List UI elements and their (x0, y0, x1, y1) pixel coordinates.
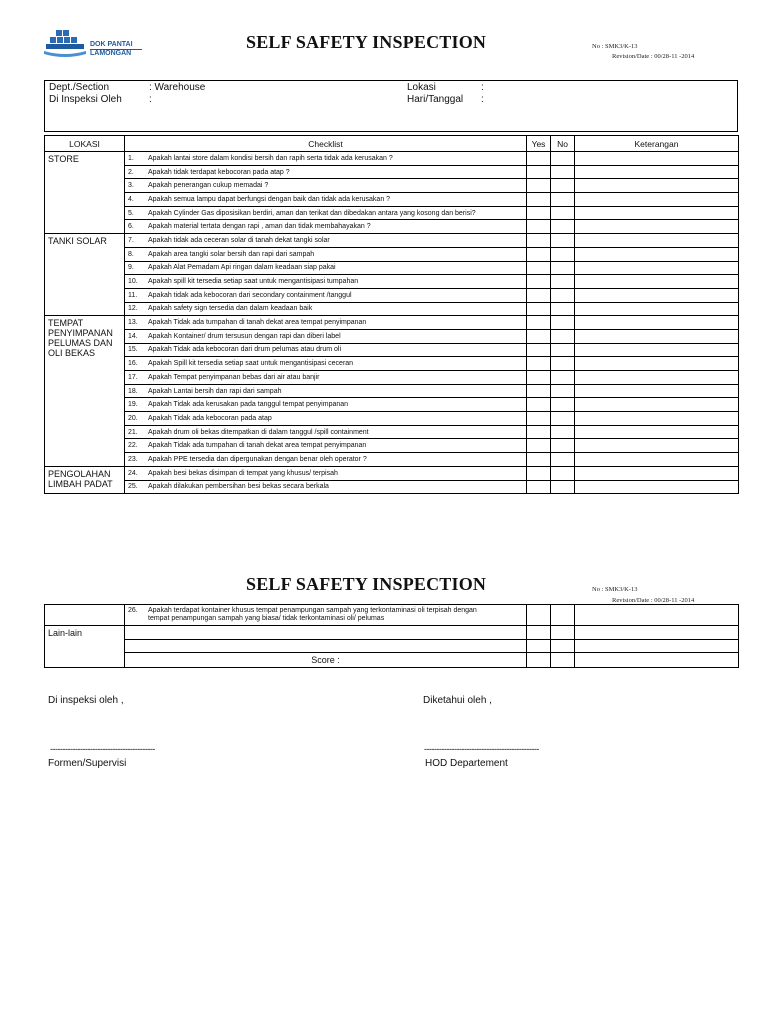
no-cell[interactable] (551, 480, 575, 494)
checklist-cell (125, 343, 527, 357)
keterangan-cell[interactable] (575, 357, 739, 371)
item-number: 22. (128, 442, 138, 450)
checklist-cell (125, 261, 527, 275)
checklist-cell (125, 453, 527, 467)
item-text: Apakah Kontainer/ drum tersusun dengan rapi dan diberi label (148, 332, 341, 340)
item-text: Apakah Tempat penyimpanan bebas dari air atau banjir (148, 373, 320, 381)
col-lokasi: LOKASI (45, 136, 125, 152)
no-cell[interactable] (551, 466, 575, 480)
no-cell[interactable] (551, 165, 575, 179)
item26-text-line2: tempat penampungan sampah yang biasa/ tidak terkontaminasi oli/ pelumas (148, 615, 385, 622)
item-number: 21. (128, 428, 138, 436)
item26-location-cell (45, 605, 125, 626)
inspector-value: : (149, 94, 152, 105)
inspected-by-label: Di inspeksi oleh , (48, 695, 124, 706)
table-row (45, 439, 739, 453)
checklist-cell (125, 165, 527, 179)
yes-cell[interactable] (527, 357, 551, 371)
item-number: 17. (128, 373, 138, 381)
item-text: Apakah tidak ada ceceran solar di tanah dekat tangki solar (148, 236, 330, 244)
acknowledged-by-label: Diketahui oleh , (423, 695, 492, 706)
location-cell: TEMPAT PENYIMPANAN PELUMAS DAN OLI BEKAS (45, 316, 125, 467)
checklist-cell (125, 247, 527, 261)
item-number: 11. (128, 291, 138, 299)
no-cell[interactable] (551, 371, 575, 385)
page2-title: SELF SAFETY INSPECTION (246, 574, 487, 594)
keterangan-cell[interactable] (575, 480, 739, 494)
revision-date: Revision/Date : 00/28-11 -2014 (612, 53, 695, 60)
item26-keterangan-cell[interactable] (575, 605, 739, 626)
checklist-cell (125, 288, 527, 302)
table-row (45, 357, 739, 371)
table-row-lain-1 (45, 626, 739, 640)
table-row (45, 343, 739, 357)
keterangan-cell[interactable] (575, 329, 739, 343)
item-number: 9. (128, 264, 134, 272)
no-cell[interactable] (551, 316, 575, 330)
checklist-cell (125, 384, 527, 398)
yes-cell[interactable] (527, 316, 551, 330)
yes-cell[interactable] (527, 206, 551, 220)
item-number: 1. (128, 154, 134, 162)
lokasi-value: : (481, 82, 484, 93)
item-text: Apakah area tangki solar bersih dan rapi dari sampah (148, 250, 315, 258)
col-checklist: Checklist (125, 136, 527, 152)
keterangan-cell[interactable] (575, 316, 739, 330)
lain-yes-cell-1[interactable] (527, 626, 551, 640)
lokasi-label: Lokasi (407, 82, 436, 93)
checklist-cell (125, 206, 527, 220)
item-text: Apakah Tidak ada kebocoran dari drum pelumas atau drum oli (148, 346, 341, 354)
checklist-table (44, 135, 739, 494)
yes-cell[interactable] (527, 425, 551, 439)
no-cell[interactable] (551, 439, 575, 453)
item-number: 14. (128, 332, 138, 340)
item-number: 2. (128, 168, 134, 176)
item-text: Apakah tidak ada kebocoran dari secondary containment /tanggul (148, 291, 352, 299)
keterangan-cell[interactable] (575, 288, 739, 302)
yes-cell[interactable] (527, 179, 551, 193)
page-title: SELF SAFETY INSPECTION (246, 32, 487, 52)
yes-cell[interactable] (527, 412, 551, 426)
item-number: 16. (128, 360, 138, 368)
col-no: No (551, 136, 575, 152)
keterangan-cell[interactable] (575, 425, 739, 439)
score-no-cell[interactable] (551, 653, 575, 668)
yes-cell[interactable] (527, 398, 551, 412)
item-number: 8. (128, 250, 134, 258)
item-text: Apakah Alat Pemadam Api ringan dalam keadaan siap pakai (148, 264, 336, 272)
no-cell[interactable] (551, 234, 575, 248)
location-cell: STORE (45, 152, 125, 234)
col-keterangan: Keterangan (575, 136, 739, 152)
no-cell[interactable] (551, 398, 575, 412)
table-row (45, 453, 739, 467)
score-keterangan-cell[interactable] (575, 653, 739, 668)
item26-number: 26. (128, 606, 138, 614)
item-number: 6. (128, 223, 134, 231)
company-logo (42, 28, 142, 60)
table-row (45, 193, 739, 207)
table-row (45, 371, 739, 385)
checklist-cell (125, 412, 527, 426)
lain-yes-cell-2[interactable] (527, 639, 551, 653)
lain-checklist-cell-2[interactable] (125, 639, 527, 653)
yes-cell[interactable] (527, 275, 551, 289)
item-text: Apakah Spill kit tersedia setiap saat untuk mengantisipasi ceceran (148, 360, 354, 368)
checklist-cell (125, 439, 527, 453)
dept-value: : Warehouse (149, 82, 206, 93)
checklist-cell (125, 425, 527, 439)
yes-cell[interactable] (527, 152, 551, 166)
item-text: Apakah Tidak ada tumpahan di tanah dekat area tempat penyimpanan (148, 319, 367, 327)
table-row (45, 316, 739, 330)
yes-cell[interactable] (527, 480, 551, 494)
item-number: 3. (128, 182, 134, 190)
table-row (45, 275, 739, 289)
yes-cell[interactable] (527, 247, 551, 261)
table-row (45, 412, 739, 426)
table-row (45, 206, 739, 220)
item-number: 12. (128, 305, 138, 313)
item-number: 25. (128, 483, 138, 491)
doc-number: No : SMK3/K-13 (592, 43, 638, 50)
no-cell[interactable] (551, 152, 575, 166)
table-row (45, 288, 739, 302)
no-cell[interactable] (551, 425, 575, 439)
table-row (45, 220, 739, 234)
checklist-cell (125, 234, 527, 248)
lain-checklist-cell-1[interactable] (125, 626, 527, 640)
item-text: Apakah Tidak ada tumpahan di tanah dekat area tempat penyimpanan (148, 442, 367, 450)
table-row-score (45, 653, 739, 668)
keterangan-cell[interactable] (575, 439, 739, 453)
col-yes: Yes (527, 136, 551, 152)
no-cell[interactable] (551, 193, 575, 207)
table-row (45, 329, 739, 343)
keterangan-cell[interactable] (575, 206, 739, 220)
yes-cell[interactable] (527, 329, 551, 343)
no-cell[interactable] (551, 261, 575, 275)
keterangan-cell[interactable] (575, 247, 739, 261)
item-text: Apakah material tertata dengan rapi , aman dan tidak membahayakan ? (148, 223, 371, 231)
no-cell[interactable] (551, 206, 575, 220)
location-cell: TANKI SOLAR (45, 234, 125, 316)
checklist-cell (125, 179, 527, 193)
yes-cell[interactable] (527, 220, 551, 234)
no-cell[interactable] (551, 302, 575, 316)
keterangan-cell[interactable] (575, 152, 739, 166)
score-yes-cell[interactable] (527, 653, 551, 668)
location-cell: PENGOLAHAN LIMBAH PADAT (45, 466, 125, 493)
table-row (45, 398, 739, 412)
keterangan-cell[interactable] (575, 179, 739, 193)
yes-cell[interactable] (527, 439, 551, 453)
table-row (45, 179, 739, 193)
checklist-cell (125, 220, 527, 234)
item-text: Apakah lantai store dalam kondisi bersih dan rapih serta tidak ada kerusakan ? (148, 154, 393, 162)
checklist-cell (125, 357, 527, 371)
inspector-label: Di Inspeksi Oleh (49, 94, 122, 105)
no-cell[interactable] (551, 288, 575, 302)
table-row-lain-2 (45, 639, 739, 653)
item-text: Apakah tidak terdapat kebocoran pada atap ? (148, 168, 290, 176)
item-text: Apakah safety sign tersedia dan dalam keadaan baik (148, 305, 313, 313)
item-text: Apakah spill kit tersedia setiap saat untuk mengantisipasi tumpahan (148, 278, 359, 286)
checklist-cell (125, 193, 527, 207)
no-cell[interactable] (551, 357, 575, 371)
item-text: Apakah penerangan cukup memadai ? (148, 182, 269, 190)
yes-cell[interactable] (527, 261, 551, 275)
yes-cell[interactable] (527, 371, 551, 385)
item26-text-line1: Apakah terdapat kontainer khusus tempat penampungan sampah yang terkontaminasi oli terpisah dengan (148, 606, 477, 614)
yes-cell[interactable] (527, 234, 551, 248)
keterangan-cell[interactable] (575, 275, 739, 289)
keterangan-cell[interactable] (575, 343, 739, 357)
table-row (45, 425, 739, 439)
no-cell[interactable] (551, 220, 575, 234)
dept-label: Dept./Section (49, 82, 110, 93)
item-text: Apakah semua lampu dapat berfungsi dengan baik dan tidak ada kerusakan ? (148, 195, 391, 203)
score-label: Score : (125, 653, 527, 668)
no-cell[interactable] (551, 179, 575, 193)
lain-no-cell-1[interactable] (551, 626, 575, 640)
info-box (44, 80, 738, 132)
checklist-cell (125, 275, 527, 289)
item-number: 15. (128, 346, 138, 354)
yes-cell[interactable] (527, 343, 551, 357)
yes-cell[interactable] (527, 466, 551, 480)
date-label: Hari/Tanggal (407, 94, 464, 105)
keterangan-cell[interactable] (575, 453, 739, 467)
table-row (45, 384, 739, 398)
logo-line1: DOK PANTAI (90, 41, 133, 48)
item26-checklist-cell (125, 605, 527, 626)
page2-table (44, 604, 739, 668)
item-text: Apakah besi bekas disimpan di tempat yang khusus/ terpisah (148, 469, 338, 477)
yes-cell[interactable] (527, 453, 551, 467)
keterangan-cell[interactable] (575, 466, 739, 480)
inspector-signature-line: ------------------------------------------ (50, 744, 155, 754)
logo-icon (42, 28, 88, 60)
table-header-row (45, 136, 739, 152)
item-text: Apakah Tidak ada kebocoran pada atap (148, 414, 272, 422)
no-cell[interactable] (551, 453, 575, 467)
item26-yes-cell[interactable] (527, 605, 551, 626)
item-number: 18. (128, 387, 138, 395)
yes-cell[interactable] (527, 302, 551, 316)
inspector-role: Formen/Supervisi (48, 758, 127, 769)
checklist-cell (125, 302, 527, 316)
item-number: 10. (128, 278, 138, 286)
hod-signature-line: ---------------------------------------------- (424, 744, 539, 754)
item-number: 20. (128, 414, 138, 422)
keterangan-cell[interactable] (575, 261, 739, 275)
item-number: 24. (128, 469, 138, 477)
table-row (45, 466, 739, 480)
lain-no-cell-2[interactable] (551, 639, 575, 653)
keterangan-cell[interactable] (575, 412, 739, 426)
page2-revision-date: Revision/Date : 00/28-11 -2014 (612, 597, 695, 604)
logo-line2: LAMONGAN (90, 49, 142, 58)
item-text: Apakah drum oli bekas ditempatkan di dalam tanggul /spill containment (148, 428, 369, 436)
checklist-cell (125, 329, 527, 343)
item-number: 5. (128, 209, 134, 217)
table-row (45, 247, 739, 261)
item-number: 13. (128, 319, 138, 327)
item-number: 4. (128, 195, 134, 203)
page2-doc-number: No : SMK3/K-13 (592, 586, 638, 593)
table-row (45, 480, 739, 494)
no-cell[interactable] (551, 275, 575, 289)
yes-cell[interactable] (527, 288, 551, 302)
yes-cell[interactable] (527, 384, 551, 398)
table-row (45, 261, 739, 275)
no-cell[interactable] (551, 412, 575, 426)
checklist-cell (125, 480, 527, 494)
item-text: Apakah Cylinder Gas diposisikan berdiri, aman dan terikat dan dibedakan antara yang kosong dan berisi? (148, 209, 476, 217)
item-number: 23. (128, 455, 138, 463)
yes-cell[interactable] (527, 165, 551, 179)
keterangan-cell[interactable] (575, 220, 739, 234)
checklist-cell (125, 466, 527, 480)
yes-cell[interactable] (527, 193, 551, 207)
hod-role: HOD Departement (425, 758, 508, 769)
keterangan-cell[interactable] (575, 234, 739, 248)
keterangan-cell[interactable] (575, 165, 739, 179)
checklist-cell (125, 316, 527, 330)
keterangan-cell[interactable] (575, 398, 739, 412)
keterangan-cell[interactable] (575, 302, 739, 316)
no-cell[interactable] (551, 384, 575, 398)
table-row-item-26 (45, 605, 739, 626)
no-cell[interactable] (551, 329, 575, 343)
item26-no-cell[interactable] (551, 605, 575, 626)
keterangan-cell[interactable] (575, 371, 739, 385)
checklist-cell (125, 398, 527, 412)
no-cell[interactable] (551, 247, 575, 261)
item-text: Apakah PPE tersedia dan dipergunakan dengan benar oleh operator ? (148, 455, 367, 463)
item-number: 19. (128, 401, 138, 409)
item-text: Apakah dilakukan pembersihan besi bekas secara berkala (148, 483, 329, 491)
lain-keterangan-cell-2[interactable] (575, 639, 739, 653)
date-value: : (481, 94, 484, 105)
item-number: 7. (128, 236, 134, 244)
table-row (45, 152, 739, 166)
no-cell[interactable] (551, 343, 575, 357)
table-row (45, 234, 739, 248)
lain-lain-label: Lain-lain (45, 626, 125, 668)
keterangan-cell[interactable] (575, 384, 739, 398)
table-row (45, 165, 739, 179)
table-row (45, 302, 739, 316)
item-text: Apakah Lantai bersih dan rapi dari sampah (148, 387, 282, 395)
checklist-cell (125, 371, 527, 385)
checklist-cell (125, 152, 527, 166)
item-text: Apakah Tidak ada kerusakan pada tanggul tempat penyimpanan (148, 401, 349, 409)
keterangan-cell[interactable] (575, 193, 739, 207)
lain-keterangan-cell-1[interactable] (575, 626, 739, 640)
